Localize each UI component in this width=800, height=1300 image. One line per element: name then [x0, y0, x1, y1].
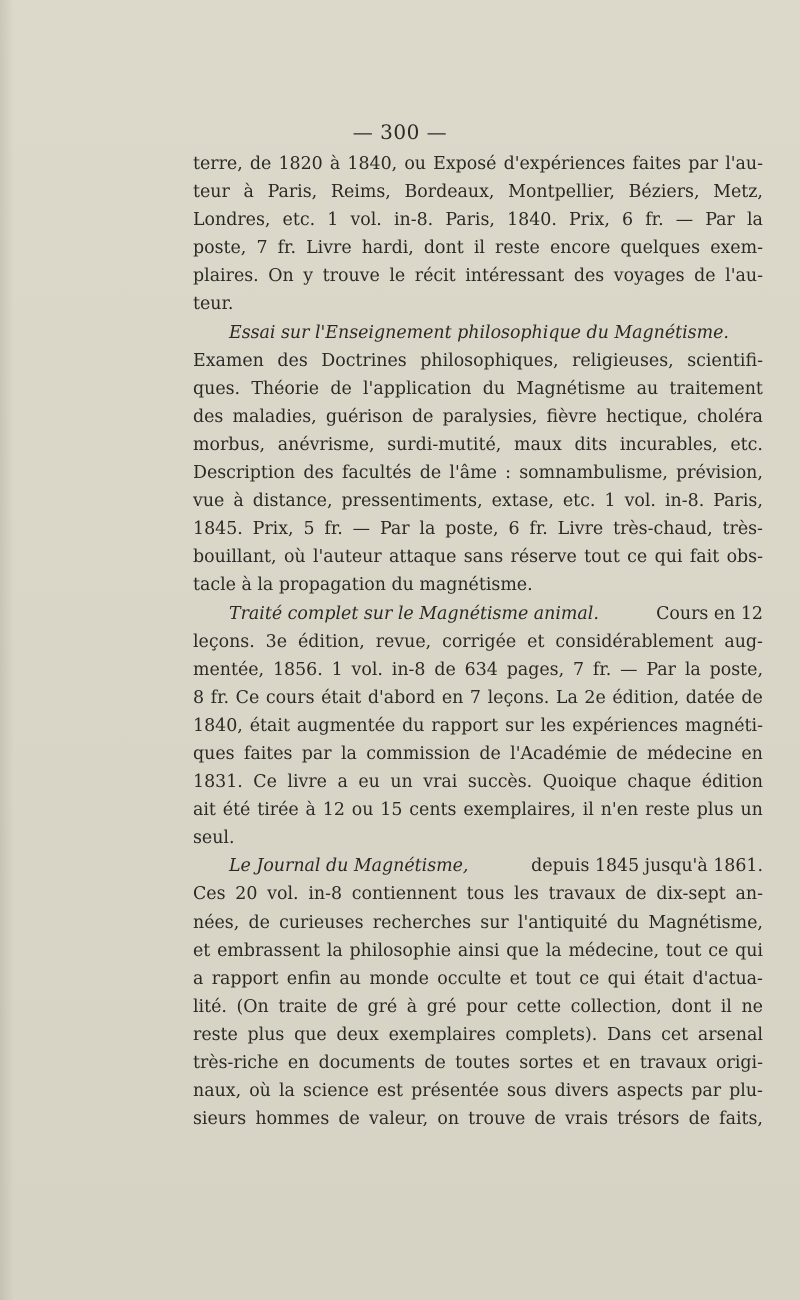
- text-line: 1840, était augmentée du rapport sur les expériences magnéti-: [193, 715, 763, 736]
- text-line: morbus, anévrisme, surdi-mutité, maux dits incurables, etc.: [193, 434, 763, 455]
- text-line: Description des facultés de l'âme : somnambulisme, prévision,: [193, 463, 763, 484]
- text-line: reste plus que deux exemplaires complets). Dans cet arsenal: [193, 1024, 763, 1045]
- page-edge-shadow: [0, 0, 14, 1300]
- text-line: nées, de curieuses recherches sur l'antiquité du Magnétisme,: [193, 912, 763, 933]
- page-number: — 300 —: [352, 120, 448, 144]
- text-line: teur.: [193, 294, 234, 315]
- title-continuation: Cours en 12: [656, 603, 763, 624]
- text-line: teur à Paris, Reims, Bordeaux, Montpellier, Béziers, Metz,: [193, 182, 763, 203]
- book-title: Essai sur l'Enseignement philosophique du Magnétisme.: [229, 322, 729, 343]
- text-line: 1845. Prix, 5 fr. — Par la poste, 6 fr. Livre très-chaud, très-: [193, 519, 763, 540]
- text-line: tacle à la propagation du magnétisme.: [193, 575, 533, 596]
- text-line: lité. (On traite de gré à gré pour cette collection, dont il ne: [193, 996, 763, 1017]
- text-line: a rapport enfin au monde occulte et tout ce qui était d'actua-: [193, 968, 763, 989]
- text-line: mentée, 1856. 1 vol. in-8 de 634 pages, 7 fr. — Par la poste,: [193, 659, 763, 680]
- text-line: ques faites par la commission de l'Académie de médecine en: [193, 743, 763, 764]
- book-title: Traité complet sur le Magnétisme animal.: [229, 603, 599, 624]
- text-line: terre, de 1820 à 1840, ou Exposé d'expériences faites par l'au-: [193, 154, 763, 174]
- text-line: ques. Théorie de l'application du Magnétisme au traitement: [193, 378, 763, 399]
- text-line: Ces 20 vol. in-8 contiennent tous les travaux de dix-sept an-: [193, 884, 763, 905]
- paragraph-title-line: [193, 319, 763, 347]
- text-line: poste, 7 fr. Livre hardi, dont il reste encore quelques exem-: [193, 238, 763, 259]
- text-line: très-riche en documents de toutes sortes et en travaux origi-: [193, 1053, 763, 1073]
- body-text: [193, 150, 763, 1133]
- text-line: Londres, etc. 1 vol. in-8. Paris, 1840. Prix, 6 fr. — Par la: [193, 210, 763, 231]
- text-line: naux, où la science est présentée sous divers aspects par plu-: [193, 1081, 763, 1102]
- paragraph-title-line: [193, 852, 763, 880]
- text-line: ait été tirée à 12 ou 15 cents exemplaires, il n'en reste plus un: [193, 800, 763, 821]
- text-line: plaires. On y trouve le récit intéressant des voyages de l'au-: [193, 266, 763, 287]
- text-line: sieurs hommes de valeur, on trouve de vrais trésors de faits,: [193, 1109, 763, 1130]
- text-line: et embrassent la philosophie ainsi que la médecine, tout ce qui: [193, 940, 763, 961]
- title-continuation: depuis 1845 jusqu'à 1861.: [531, 856, 763, 877]
- text-line: 8 fr. Ce cours était d'abord en 7 leçons. La 2e édition, datée de: [193, 687, 763, 708]
- text-line: 1831. Ce livre a eu un vrai succès. Quoique chaque édition: [193, 772, 763, 793]
- text-line: des maladies, guérison de paralysies, fièvre hectique, choléra: [193, 406, 763, 427]
- journal-title: Le Journal du Magnétisme,: [229, 856, 469, 877]
- text-line: leçons. 3e édition, revue, corrigée et considérablement aug-: [193, 631, 763, 652]
- paragraph-title-line: [193, 600, 763, 628]
- text-line: bouillant, où l'auteur attaque sans réserve tout ce qui fait obs-: [193, 547, 763, 568]
- text-line: vue à distance, pressentiments, extase, etc. 1 vol. in-8. Paris,: [193, 491, 763, 512]
- text-line: Examen des Doctrines philosophiques, religieuses, scientifi-: [193, 350, 763, 371]
- text-line: seul.: [193, 828, 235, 849]
